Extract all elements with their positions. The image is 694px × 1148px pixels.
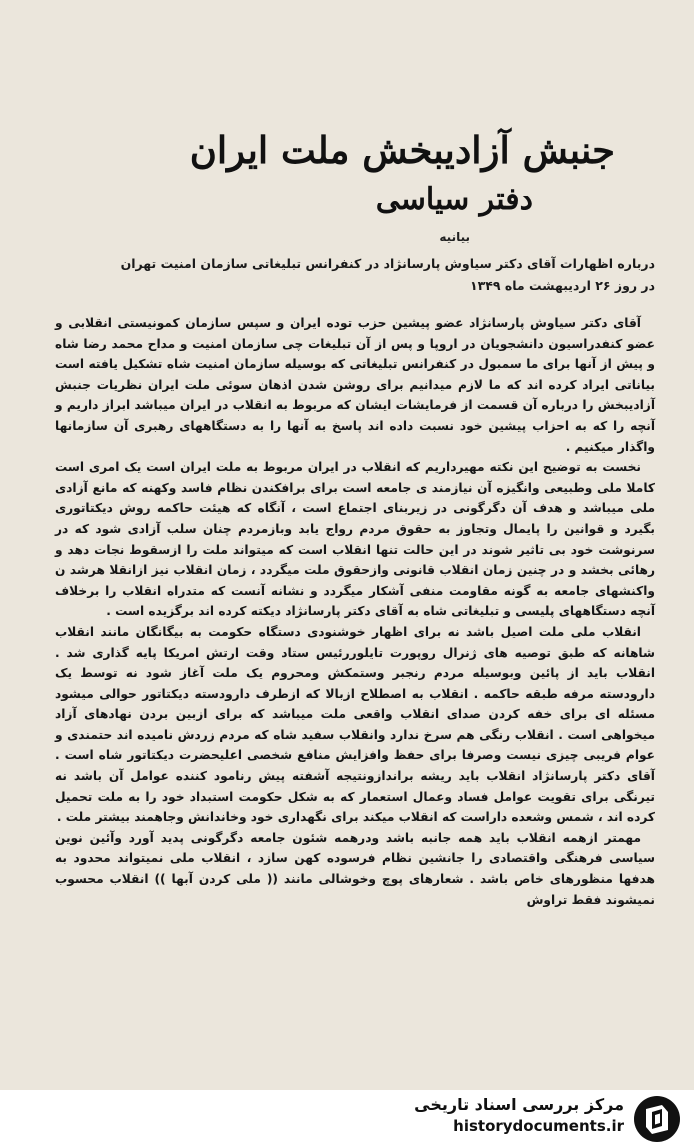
- archive-name: مرکز بررسی اسناد تاریخی: [414, 1095, 624, 1114]
- watermark-text: [414, 1094, 624, 1136]
- subject-block: [70, 253, 655, 297]
- paragraph-4: مهمتر ازهمه انقلاب باید همه جانبه باشد ودرهمه شئون جامعه دگرگونی پدید آورد وآئین نوین سیاسی فرهنگی واقتصادی را جانشین نظام فرسوده کهن سازد ، انقلاب ملی نمیتواند محدود به هدفها منظورهای خاص باشد . شعارهای پوچ وخوشالی مانند (( ملی کردن آبها )) انقلاب محسوب نمیشوند فقط تراوش: [55, 830, 655, 907]
- archive-logo-icon: [632, 1094, 682, 1144]
- subject-line-2: در روز ۲۶ اردیبهشت ماه ۱۳۴۹: [469, 278, 655, 293]
- paragraph-3: انقلاب ملی ملت اصیل باشد نه برای اظهار خوشنودی دستگاه حکومت به بیگانگان مانند انقلاب شاهانه که طبق توصیه های ژنرال روپورت تایلوررئیس ستاد وقت ارتش امریکا پایه گذاری شد . انقلاب باید از پائین وبوسیله مردم رنجبر وستمکش ومحروم یک ملت آغاز شود نه توسط یک دارودسته مرفه طبقه حاکمه . انقلاب به اصطلاح ازبالا که ازطرف دارودسته دیکتاتور حوالی میشود مسئله ای برای خفه کردن صدای انقلاب واقعی ملت میباشد که برای ازبین بردن نهادهای آزاد میخواهی است . انقلاب رنگی هم سرخ ندارد وانقلاب سفید شاه که مردم زردش نامیده اند حتمندی و عوام فریبی چیزی نیست وصرفا برای حفظ وافزایش منافع شخصی اعلیحضرت دیکتاتور شاه است . آقای دکتر پارسانژاد انقلاب باید ریشه براندازونتیجه آشفته پیش رنامود کننده عوامل آن باشد نه تیرنگی برای تقویت عوامل فساد وعمال استعمار که به شکل حکومت استبداد خود را به ملت تحمیل کرده اند ، شمس وشعده داراست که انقلاب میکند برای نگهداری خود وخاندانش وجاهمند بیشتر ملت .: [55, 624, 655, 825]
- watermark-footer: [0, 1090, 694, 1148]
- department-title: دفتر سیاسی: [375, 182, 533, 217]
- archive-url: historydocuments.ir: [453, 1117, 624, 1135]
- statement-text: [55, 313, 655, 910]
- subject-line-1: درباره اظهارات آقای دکتر سیاوش پارسانژاد در کنفرانس تبلیغاتی سازمان امنیت تهران: [120, 256, 655, 271]
- document-type: بیانیه: [439, 230, 470, 244]
- organization-title: جنبش آزادیبخش ملت ایران: [189, 128, 615, 172]
- paragraph-1: آقای دکتر سیاوش پارسانژاد عضو پیشین حزب توده ایران و سپس سازمان کمونیستی انقلابی و عضو کنفدراسیون دانشجویان در اروپا و پس از آن تبلیغات چی سازمان امنیت و مداح محمد رضا شاه و پیش از آنها برای ما سمبول در کنفرانس تبلیغاتی که بوسیله سازمان امنیت شاه تشکیل یافته است بیاناتی ایراد کرده اند که ما لازم میدانیم برای روشن شدن اذهان سوئی ملت ایران نظریات جنبش آزادیبخش را درباره آن قسمت از فرمایشات ایشان که مربوط به انقلاب در ایران میباشد ابراز داریم و آنچه را که به احزاب پیشین خود نسبت داده اند پاسخ به آنها را به دستگاههای رهبری آن سازمانها واگذار میکنیم .: [55, 316, 655, 454]
- document-body: [40, 110, 655, 990]
- paragraph-2: نخست به توضیح این نکته مهیرداریم که انقلاب در ایران مربوط به ملت ایران است یک امری است کاملا ملی وطبیعی وانگیزه آن نیازمند ی جامعه است برای برافکندن نظام فاسد وکهنه که مانع آزادی ملی میباشد و هدف آن دگرگونی در زیربنای اجتماع است ، آنگاه که هیئت حاکمه روش دیکتاتوری بگیرد و قوانین را پایمال وتجاوز به حقوق مردم رواج یابد وبازمردم چنان سلب آزادی شود که در سرنوشت خود بی تاثیر شوند در این حالت تنها انقلاب است که میتواند ملت را ازسقوط نجات دهد و رهائی بخشد و در چنین زمان انقلاب قانونی وازحقوق ملت میگردد ، زمان انقلاب نیز ازانقلا هرشد ن واکنشهای جامعه به گونه مقاومت منفی آشکار میگردد و نشانه آنست که متدراه انقلاب را برخلاف آنچه دستگاههای پلیسی و تبلیغاتی شاه به آقای دکتر پارسانژاد دیکته کرده اند برگزیده است .: [55, 460, 655, 619]
